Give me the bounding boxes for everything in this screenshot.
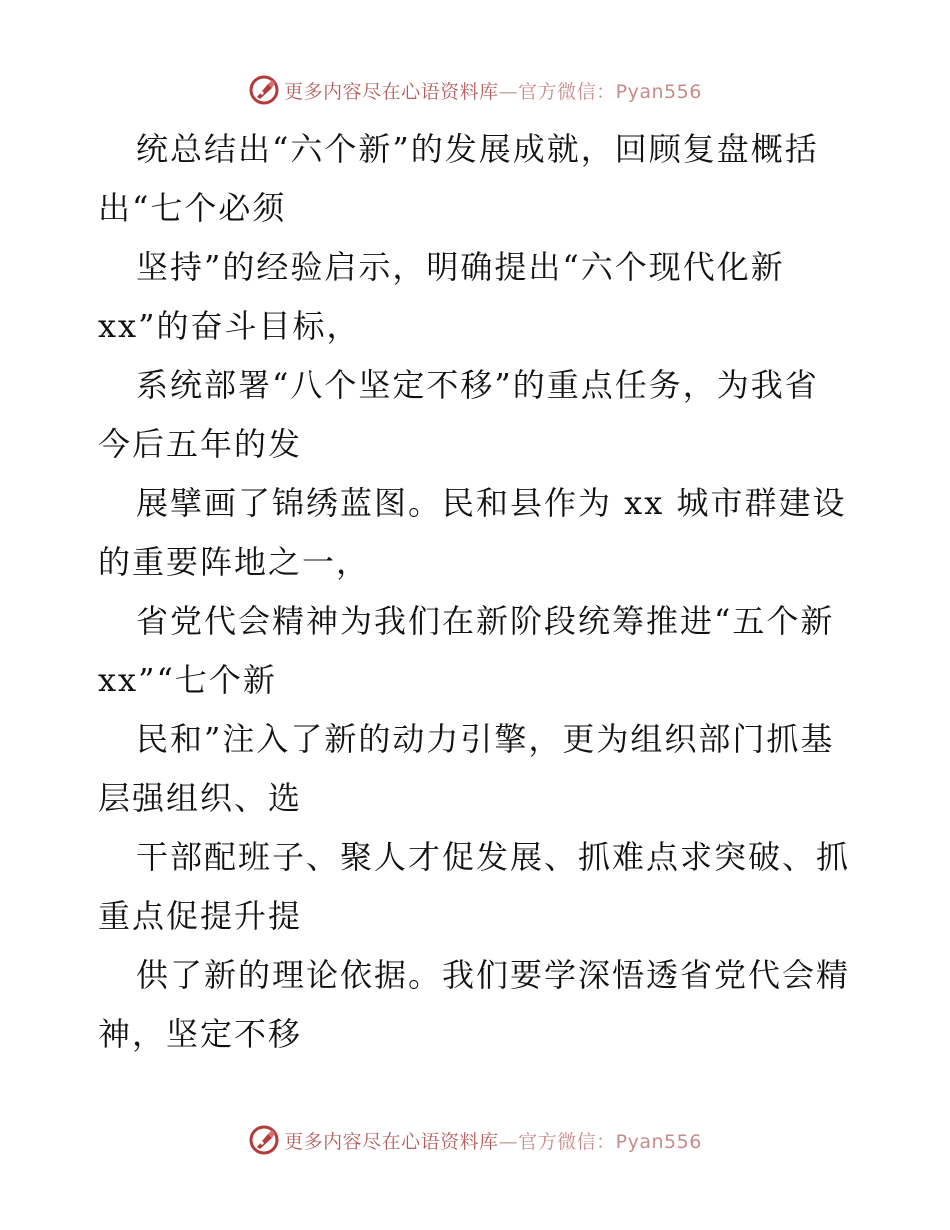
footer-separator: — <box>498 1130 519 1153</box>
paragraph-3 <box>98 356 858 474</box>
paragraph-line: 民和”注入了新的动力引擎，更为组织部门抓基 <box>136 720 835 758</box>
footer-banner-text <box>284 1127 702 1154</box>
paragraph-8 <box>98 946 858 1064</box>
paragraph-5 <box>98 592 858 710</box>
paragraph-line: 的重要阵地之一， <box>98 543 371 581</box>
paragraph-line: 供了新的理论依据。我们要学深悟透省党代会精 <box>136 956 851 994</box>
header-banner-text <box>284 77 702 104</box>
footer-wechat-text: 官方微信：Pyan556 <box>518 1130 702 1153</box>
paragraph-line: 出“七个必须 <box>98 189 287 227</box>
paragraph-line: 重点促提升提 <box>98 897 303 935</box>
paragraph-line: 展擘画了锦绣蓝图。民和县作为 xx 城市群建设 <box>136 484 847 522</box>
paragraph-line: 坚持”的经验启示，明确提出“六个现代化新 <box>136 248 785 286</box>
paragraph-line: 统总结出“六个新”的发展成就，回顾复盘概括 <box>136 130 819 168</box>
header-banner <box>0 70 950 110</box>
paragraph-line: xx”“七个新 <box>98 661 277 699</box>
paragraph-line: 神，坚定不移 <box>98 1015 303 1053</box>
paragraph-2 <box>98 238 858 356</box>
paragraph-6 <box>98 710 858 828</box>
paragraph-line: 干部配班子、聚人才促发展、抓难点求突破、抓 <box>136 838 851 876</box>
paragraph-line: xx”的奋斗目标， <box>98 307 361 345</box>
pen-nib-logo-icon <box>248 74 280 106</box>
header-wechat-text: 官方微信：Pyan556 <box>518 80 702 103</box>
header-brand-text: 更多内容尽在心语资料库 <box>284 80 499 103</box>
header-separator: — <box>498 80 519 103</box>
paragraph-line: 今后五年的发 <box>98 425 303 463</box>
pen-nib-logo-icon <box>248 1124 280 1156</box>
paragraph-4 <box>98 474 858 592</box>
paragraph-line: 省党代会精神为我们在新阶段统筹推进“五个新 <box>136 602 835 640</box>
paragraph-1 <box>98 120 858 238</box>
footer-brand-text: 更多内容尽在心语资料库 <box>284 1130 499 1153</box>
paragraph-line: 系统部署“八个坚定不移”的重点任务，为我省 <box>136 366 819 404</box>
footer-banner <box>0 1120 950 1160</box>
document-body <box>98 120 858 1064</box>
paragraph-7 <box>98 828 858 946</box>
paragraph-line: 层强组织、选 <box>98 779 303 817</box>
